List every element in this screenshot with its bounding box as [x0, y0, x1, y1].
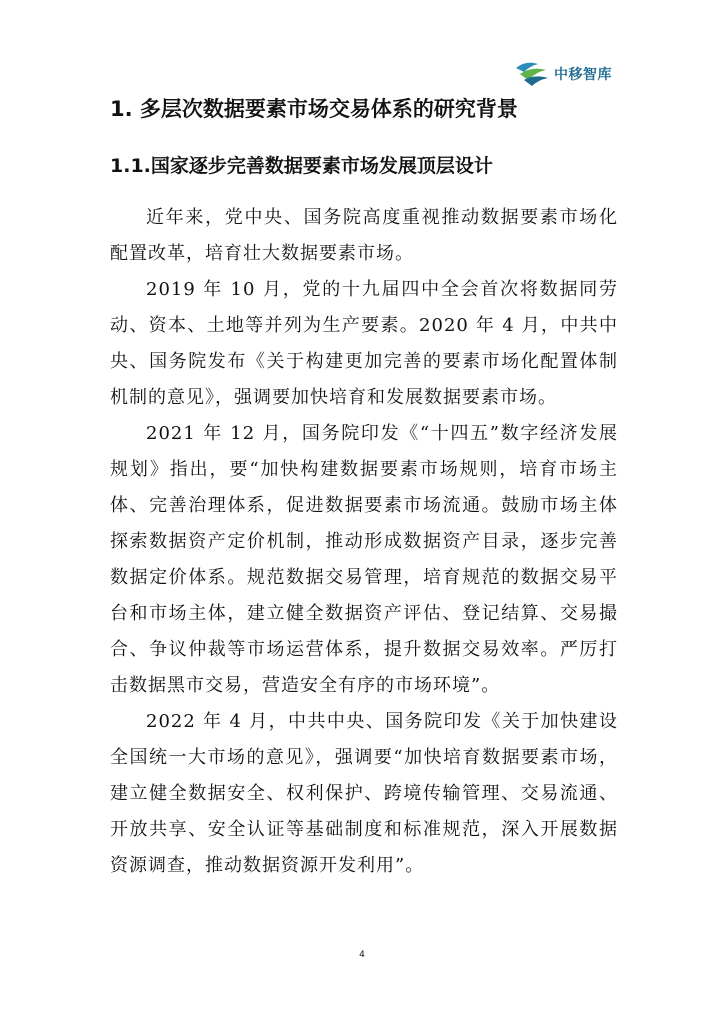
logo-text: 中移智库	[554, 67, 612, 83]
logo-mark-icon	[512, 58, 552, 90]
paragraph-4: 2022 年 4 月，中共中央、国务院印发《关于加快建设全国统一大市场的意见》，强调要“加快培育数据要素市场，建立健全数据安全、权利保护、跨境传输管理、交易流通、开放共享、安全认证等基础制度和标准规范，深入开展数据资源调查，推动数据资源开发利用”。	[110, 711, 618, 876]
paragraph-3: 2021 年 12 月，国务院印发《“十四五”数字经济发展规划》指出，要“加快构建数据要素市场规则，培育市场主体、完善治理体系，促进数据要素市场流通。鼓励市场主体探索数据资产定价机制，推动形成数据资产目录，逐步完善数据定价体系。规范数据交易管理，培育规范的数据交易平台和市场主体，建立健全数据资产评估、登记结算、交易撮合、争议仲裁等市场运营体系，提升数据交易效率。严厉打击数据黑市交易，营造安全有序的市场环境”。	[110, 423, 618, 696]
paragraph-2: 2019 年 10 月，党的十九届四中全会首次将数据同劳动、资本、土地等并列为生产要素。2020 年 4 月，中共中央、国务院发布《关于构建更加完善的要素市场化配置体制机制的意见》，强调要加快培育和发展数据要素市场。	[110, 279, 618, 408]
paragraph-1: 近年来，党中央、国务院高度重视推动数据要素市场化配置改革，培育壮大数据要素市场。	[110, 207, 618, 264]
body-text	[110, 200, 618, 884]
header-logo	[512, 56, 622, 92]
page-number: 4	[359, 950, 365, 960]
subsection-heading: 1.1.国家逐步完善数据要素市场发展顶层设计	[110, 155, 493, 177]
section-heading: 1. 多层次数据要素市场交易体系的研究背景	[110, 97, 518, 121]
